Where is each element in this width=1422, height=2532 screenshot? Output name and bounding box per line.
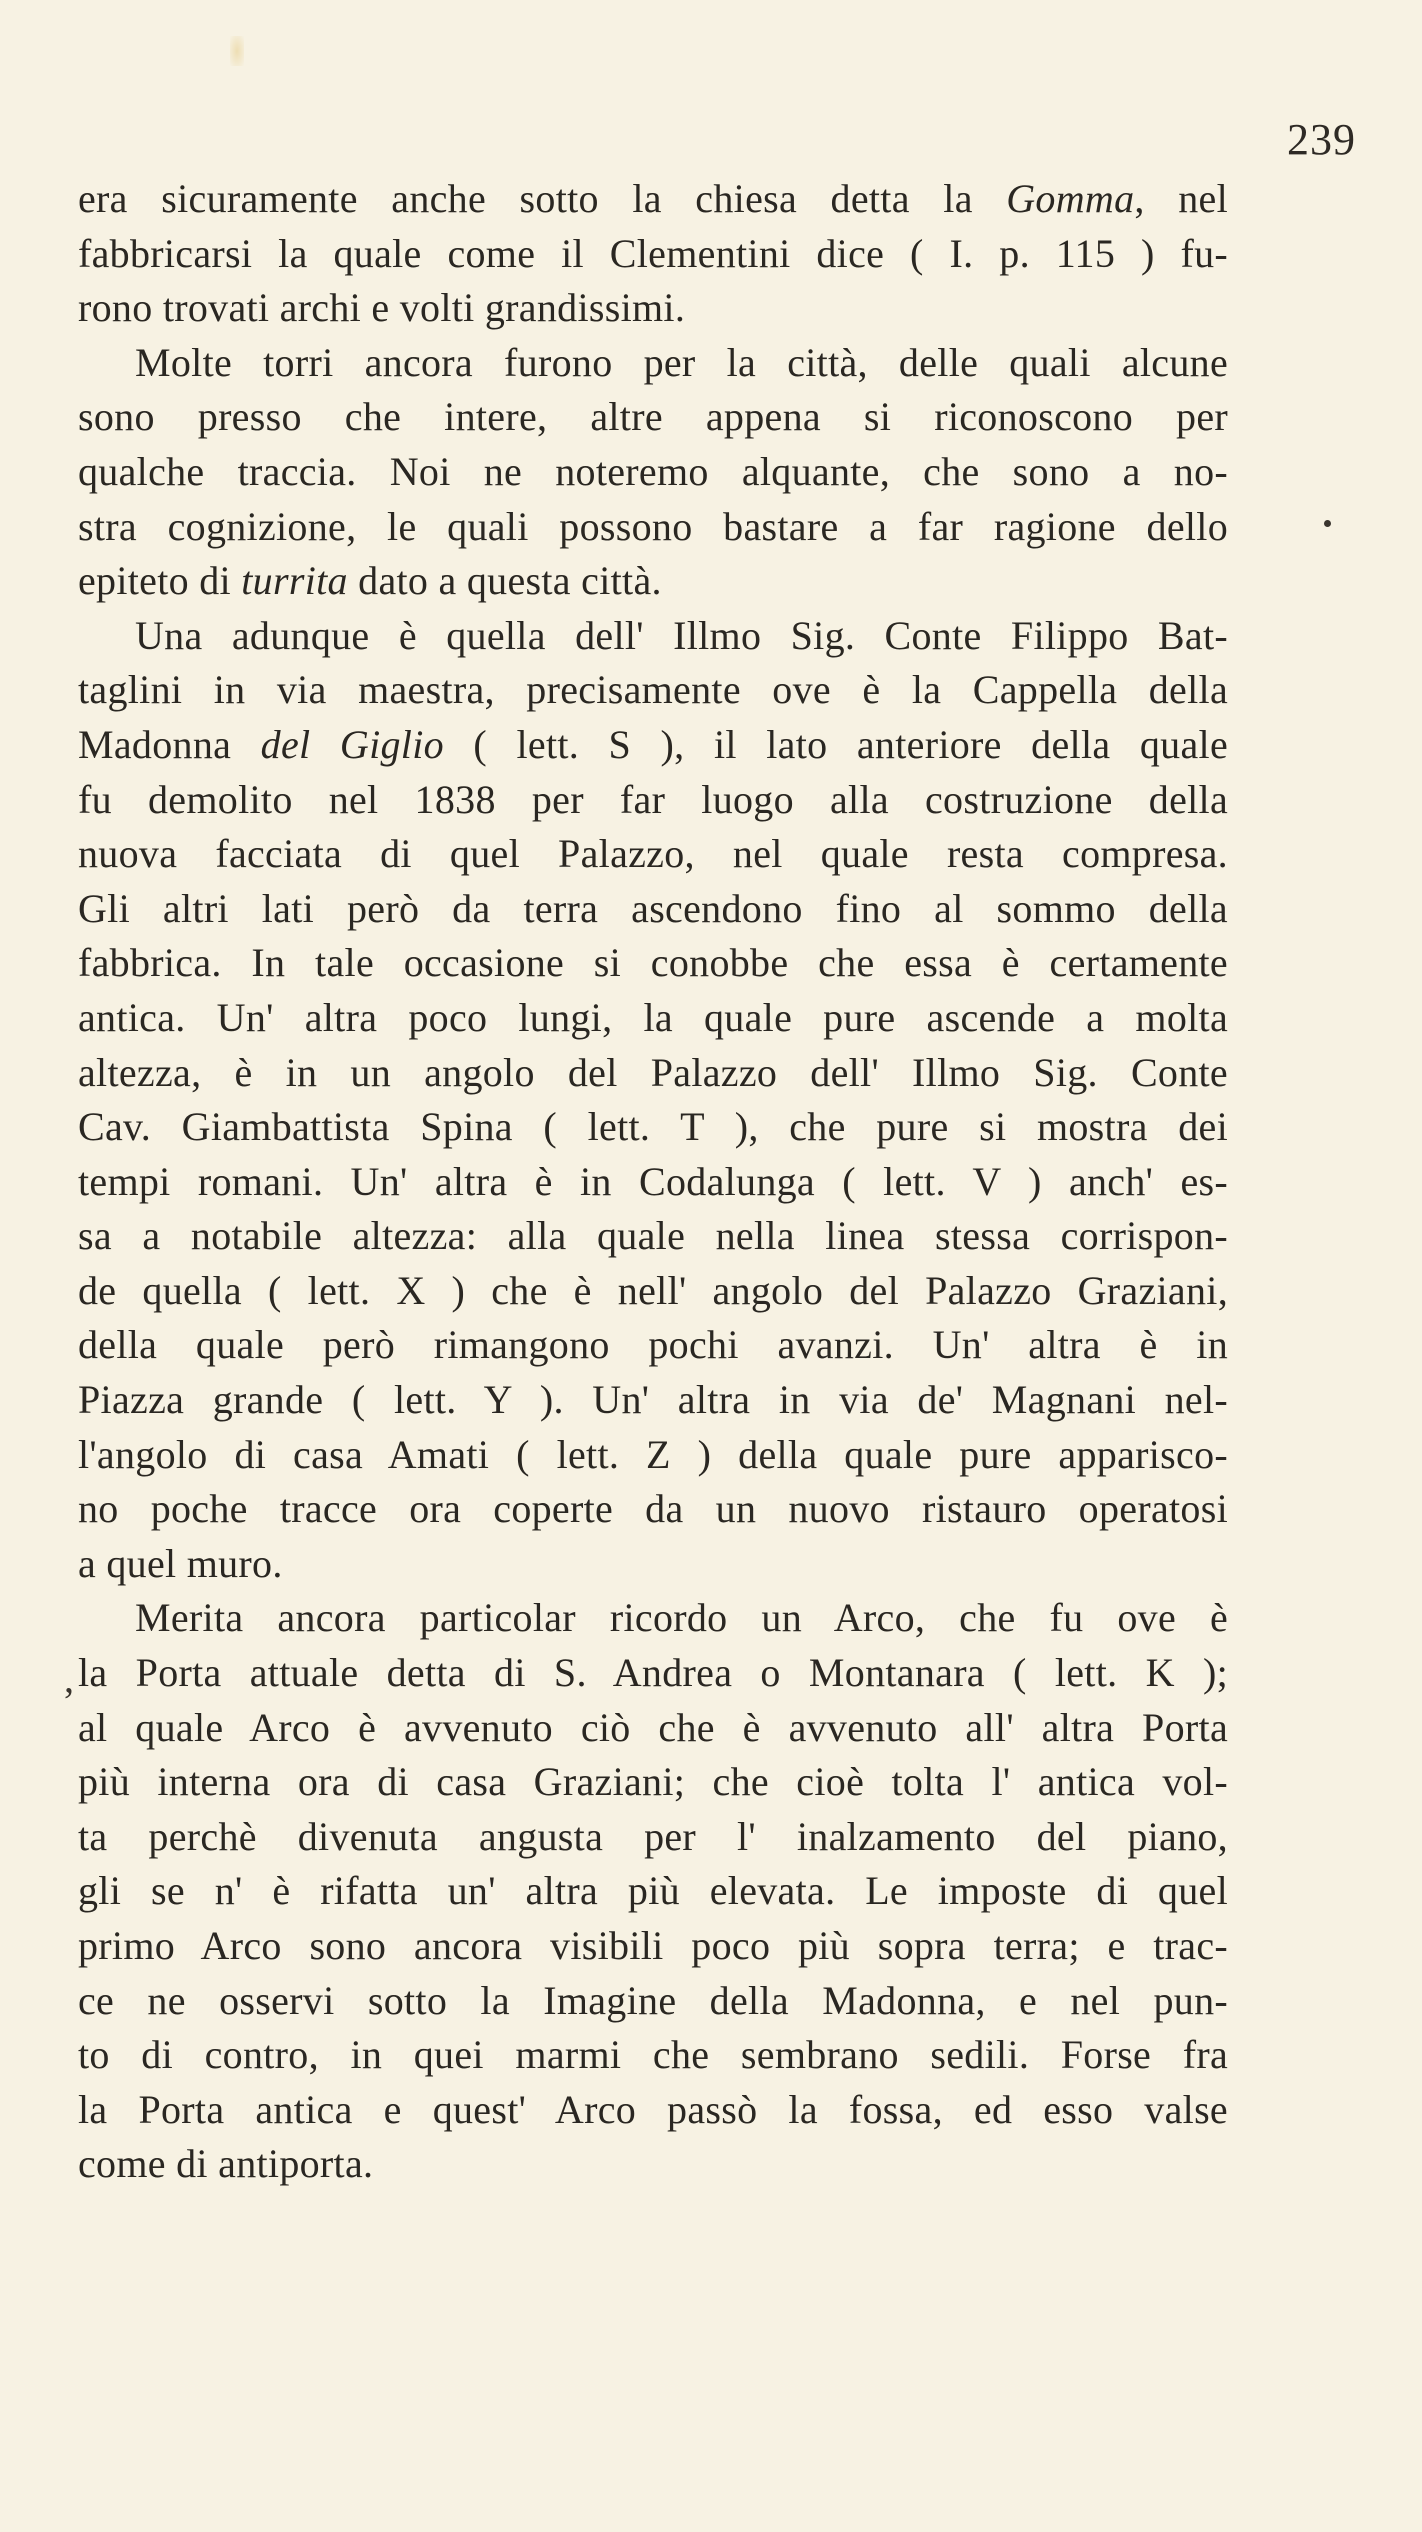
text-line xyxy=(78,609,1228,664)
margin-mark: , xyxy=(64,1656,74,1701)
text-line xyxy=(78,1482,1228,1537)
text-line-content: era sicuramente anche sotto la chiesa detta la xyxy=(78,176,1007,221)
text-line xyxy=(78,1264,1228,1319)
text-line-content: al quale Arco è avvenuto ciò che è avvenuto all' altra Porta xyxy=(78,1704,1228,1750)
text-line-content: epiteto di xyxy=(78,558,242,604)
text-line-content: la Porta attuale detta di S. Andrea o Montanara ( lett. K ); xyxy=(78,1650,1228,1696)
text-line xyxy=(78,1864,1228,1919)
text-line-content: to di contro, in quei marmi che sembrano sedili. Forse fra xyxy=(78,2032,1228,2078)
text-line-content: più interna ora di casa Graziani; che cioè tolta l' antica vol- xyxy=(78,1759,1228,1805)
text-line xyxy=(78,336,1228,391)
text-line xyxy=(78,991,1228,1046)
text-line xyxy=(78,827,1228,882)
text-line xyxy=(78,882,1228,937)
text-line xyxy=(78,936,1228,991)
text-line-content: stra cognizione, le quali possono bastare a far ragione dello xyxy=(78,503,1228,549)
text-line-content: rono trovati archi e volti grandissimi. xyxy=(78,285,686,331)
text-line-content: Piazza grande ( lett. Y ). Un' altra in via de' Magnani nel- xyxy=(78,1377,1228,1423)
text-line-content: Una adunque è quella dell' Illmo Sig. Conte Filippo Bat- xyxy=(135,612,1228,658)
text-line-content: Madonna xyxy=(78,721,261,767)
text-line xyxy=(78,500,1228,555)
text-line-content: , nel xyxy=(1134,176,1228,221)
text-line xyxy=(78,1755,1228,1810)
text-line-content: taglini in via maestra, precisamente ove è la Cappella della xyxy=(78,667,1228,713)
text-line-content: ce ne osservi sotto la Imagine della Madonna, e nel pun- xyxy=(78,1977,1228,2023)
text-line-content: de quella ( lett. X ) che è nell' angolo del Palazzo Graziani, xyxy=(78,1267,1228,1313)
text-line xyxy=(78,718,1228,773)
text-line xyxy=(78,445,1228,500)
text-line xyxy=(78,390,1228,445)
text-line xyxy=(78,227,1228,282)
text-line xyxy=(78,1974,1228,2029)
text-line-content: tempi romani. Un' altra è in Codalunga ( lett. V ) anch' es- xyxy=(78,1158,1228,1204)
text-line xyxy=(78,172,1228,227)
italic-term: turrita xyxy=(241,558,348,604)
text-line-content: altezza, è in un angolo del Palazzo dell' Illmo Sig. Conte xyxy=(78,1049,1228,1095)
italic-term: del Giglio xyxy=(260,721,444,767)
text-line-content: primo Arco sono ancora visibili poco più sopra terra; e trac- xyxy=(78,1923,1228,1968)
text-line-content: a quel muro. xyxy=(78,1540,283,1586)
text-line xyxy=(78,1428,1228,1483)
text-line xyxy=(78,1810,1228,1865)
text-line-content: Molte torri ancora furono per la città, delle quali alcune xyxy=(135,339,1228,385)
margin-mark xyxy=(1324,520,1331,527)
text-line xyxy=(78,1646,1228,1701)
italic-term: Gomma xyxy=(1006,176,1135,221)
text-line xyxy=(78,1591,1228,1646)
paper-stain xyxy=(230,36,244,66)
text-line xyxy=(78,1046,1228,1101)
text-line-content: qualche traccia. Noi ne noteremo alquante, che sono a no- xyxy=(78,448,1228,494)
text-line xyxy=(78,1100,1228,1155)
text-line xyxy=(78,2137,1228,2192)
text-line-content: no poche tracce ora coperte da un nuovo ristauro operatosi xyxy=(78,1486,1228,1532)
text-line xyxy=(78,554,1228,609)
text-line-content: Cav. Giambattista Spina ( lett. T ), che pure si mostra dei xyxy=(78,1104,1228,1150)
text-line-content: la Porta antica e quest' Arco passò la fossa, ed esso valse xyxy=(78,2086,1228,2132)
text-line xyxy=(78,1537,1228,1592)
text-line-content: ( lett. S ), il lato anteriore della quale xyxy=(443,721,1229,767)
text-line xyxy=(78,1318,1228,1373)
text-line-content: come di antiporta. xyxy=(78,2141,374,2187)
text-line xyxy=(78,2083,1228,2138)
text-line-content: dato a questa città. xyxy=(347,558,662,604)
text-line-content: Merita ancora particolar ricordo un Arco, che fu ove è xyxy=(135,1595,1228,1641)
text-line xyxy=(78,1701,1228,1756)
text-line-content: l'angolo di casa Amati ( lett. Z ) della quale pure apparisco- xyxy=(78,1431,1228,1477)
text-line xyxy=(78,2028,1228,2083)
text-line-content: sono presso che intere, altre appena si riconoscono per xyxy=(78,394,1228,440)
text-line xyxy=(78,1373,1228,1428)
body-text xyxy=(78,172,1228,2192)
text-line-content: fabbricarsi la quale come il Clementini dice ( I. p. 115 ) fu- xyxy=(78,230,1228,276)
text-line-content: fu demolito nel 1838 per far luogo alla costruzione della xyxy=(78,776,1228,822)
text-line xyxy=(78,1155,1228,1210)
text-line xyxy=(78,1919,1228,1974)
text-line-content: nuova facciata di quel Palazzo, nel quale resta compresa. xyxy=(78,831,1228,877)
text-line-content: ta perchè divenuta angusta per l' inalzamento del piano, xyxy=(78,1813,1228,1859)
text-line xyxy=(78,1209,1228,1264)
page-number: 239 xyxy=(1287,115,1356,164)
text-line-content: antica. Un' altra poco lungi, la quale pure ascende a molta xyxy=(78,994,1228,1040)
text-line xyxy=(78,773,1228,828)
text-line-content: Gli altri lati però da terra ascendono fino al sommo della xyxy=(78,885,1228,931)
text-line-content: della quale però rimangono pochi avanzi. Un' altra è in xyxy=(78,1322,1228,1368)
text-line-content: sa a notabile altezza: alla quale nella linea stessa corrispon- xyxy=(78,1213,1228,1259)
text-line-content: fabbrica. In tale occasione si conobbe che essa è certamente xyxy=(78,940,1228,986)
text-line xyxy=(78,281,1228,336)
text-line-content: gli se n' è rifatta un' altra più elevata. Le imposte di quel xyxy=(78,1868,1228,1914)
text-line xyxy=(78,663,1228,718)
